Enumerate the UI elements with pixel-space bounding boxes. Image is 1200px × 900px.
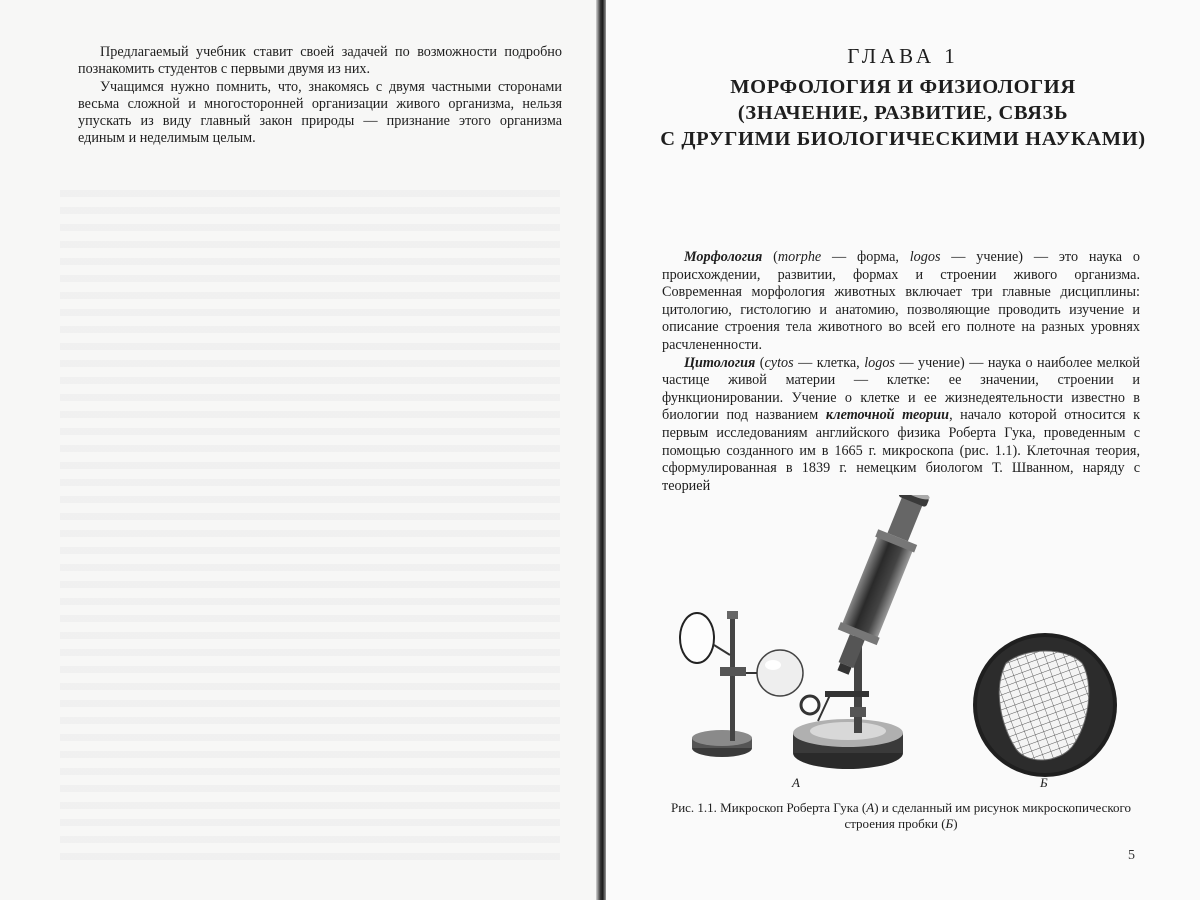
left-paragraph-2: Учащимся нужно помнить, что, знакомясь с двумя частными сторонами весьма сложной и многосторонней организации живого организма, нельзя упускать из виду главный закон природы — признание этого организма единым и неделимым целым. [78,78,562,147]
term-cell-theory: клеточной теории [825,407,950,424]
text-fragment: ( [762,249,778,265]
figure-label-a: А [792,775,800,790]
water-globe [757,650,803,696]
figure-illustration [670,495,1140,795]
figure-label-b: Б [1040,775,1048,790]
figure-caption [662,800,1140,832]
reflector-arm [714,645,730,655]
latin-word: logos [864,354,895,371]
chapter-title-line: МОРФОЛОГИЯ И ФИЗИОЛОГИЯ [730,76,1076,98]
hooke-microscope-drawing [680,495,937,769]
lamp-holder [720,667,746,676]
left-page-text [78,44,562,148]
chapter-label: ГЛАВА 1 [847,44,959,68]
latin-word: morphe [777,249,822,265]
text-fragment: , начало которой относится к первым исследованиям английского физика Роберта Гука, проведенным с помощью созданного им в 1665 г. микроскопа (рис. 1.1). Клеточная теория, сформулированная в 1839 г. немецким биологом Т. Шванном, наряду с теорией [662,407,1140,494]
show-through-text [60,180,560,860]
pillar-clamp [850,707,866,717]
caption-text: ) [953,816,958,831]
text-fragment: — форма, [821,249,910,265]
term-cytology: Цитология [684,354,756,371]
chapter-title [606,74,1200,152]
lamp-base-top [692,730,752,746]
chapter-title-line: (ЗНАЧЕНИЕ, РАЗВИТИЕ, СВЯЗЬ [737,102,1069,124]
text-fragment: — учение) — наука о наиболее мелкой частице живой материи — клетке: ее значении, строении и функционировании. Учение о клетке и ее жизнедеятельности известно в биологии под названием [662,354,1140,424]
right-page-body [662,249,1140,495]
page-number: 5 [1128,848,1135,863]
microscope-body-tube [824,495,937,680]
text-fragment: ( [755,354,765,371]
text-fragment: — клетка, [793,354,865,371]
cytology-paragraph [662,355,1140,496]
latin-word: logos [909,249,941,265]
microscope-base-inner [810,722,886,740]
figure-1-1 [670,495,1140,795]
caption-ref-b: Б [945,816,954,831]
text-fragment: — учение) — это наука о происхождении, развитии, формах и строении живого организма. Современная морфология животных включает три главные дисциплины: цитологию, гистологию и анатомию, позволяющие проводить изучение и описание строения тела животного во всей его полноте на разных уровнях расчлененности. [662,249,1140,353]
latin-word: cytos [764,354,794,371]
globe-highlight [765,660,781,670]
tube-body [841,534,914,641]
specimen-stage [825,691,869,697]
caption-text: ) и сделанный им рисунок микроскопического строения пробки ( [844,800,1132,831]
left-paragraph-1: Предлагаемый учебник ставит своей задачей по возможности подробно познакомить студентов с первыми двумя из них. [78,44,562,78]
caption-text: Рис. 1.1. Микроскоп Роберта Гука ( [670,800,867,815]
lamp-rod [730,617,735,741]
morphology-paragraph [662,249,1140,355]
lamp-reflector [680,613,714,663]
lamp-rod-cap [727,611,738,619]
term-morphology: Морфология [684,249,763,265]
caption-ref-a: А [866,800,875,815]
chapter-title-line: С ДРУГИМИ БИОЛОГИЧЕСКИМИ НАУКАМИ) [660,128,1146,150]
ring [801,696,819,714]
cork-cells-drawing [973,633,1117,777]
